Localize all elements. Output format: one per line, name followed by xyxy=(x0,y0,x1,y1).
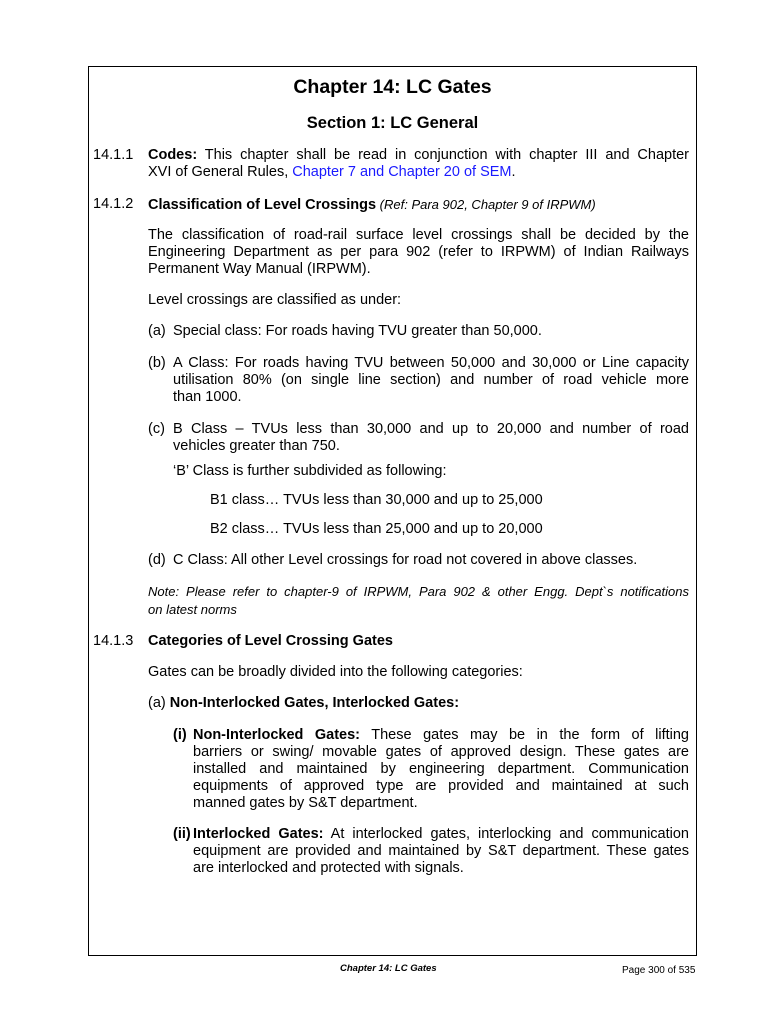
class-item-a-marker: (a) xyxy=(148,323,166,339)
gate-item-a-marker: (a) xyxy=(148,695,166,711)
section-number-14-1-3: 14.1.3 xyxy=(93,633,134,649)
class-item-b-line-3: than 1000. xyxy=(173,389,242,405)
classification-heading xyxy=(148,196,689,214)
interlocked-line-2: equipment are provided and maintained by S&T department. These gates xyxy=(193,843,689,859)
note-line-1: Note: Please refer to chapter-9 of IRPWM, Para 902 & other Engg. Dept`s notifications xyxy=(148,584,689,599)
interlocked-line-1-text: At interlocked gates, interlocking and communication xyxy=(323,826,689,842)
codes-line-1 xyxy=(148,147,689,164)
classification-reference: (Ref: Para 902, Chapter 9 of IRPWM) xyxy=(376,197,596,212)
class-item-c-text xyxy=(173,421,689,455)
non-interlocked-line-1-text: These gates may be in the form of lifting xyxy=(360,727,689,743)
class-item-a-text xyxy=(173,323,689,340)
section-number-14-1-2: 14.1.2 xyxy=(93,196,134,212)
non-interlocked-line-3: installed and maintained by engineering department. Communication xyxy=(193,761,689,777)
chapter-title: Chapter 14: LC Gates xyxy=(293,76,492,98)
class-item-d-marker: (d) xyxy=(148,552,166,568)
non-interlocked-label: Non-Interlocked Gates: xyxy=(193,727,361,743)
gate-sub-i-marker: (i) xyxy=(173,727,187,743)
note-paragraph xyxy=(148,583,689,619)
footer-page-number: Page 300 of 535 xyxy=(622,965,696,976)
codes-line-1-text: This chapter shall be read in conjunction with chapter III and Chapter xyxy=(197,147,689,163)
non-interlocked-line-2: barriers or swing/ movable gates of approved design. These gates are xyxy=(193,744,689,760)
codes-label: Codes: xyxy=(148,147,198,163)
note-line-2: on latest norms xyxy=(148,602,237,617)
interlocked-line-1 xyxy=(193,826,689,843)
class-item-c-line-1: B Class – TVUs less than 30,000 and up to 20,000 and number of road xyxy=(173,421,689,437)
b-class-subdivision-text: ‘B’ Class is further subdivided as following: xyxy=(173,463,447,479)
interlocked-label: Interlocked Gates: xyxy=(193,826,324,842)
codes-line-2-text: XVI of General Rules, xyxy=(148,164,293,180)
classification-paragraph xyxy=(148,227,689,278)
footer-chapter-title: Chapter 14: LC Gates xyxy=(340,963,437,974)
class-item-d-line-1: C Class: All other Level crossings for road not covered in above classes. xyxy=(173,552,638,568)
classification-heading-text: Classification of Level Crossings xyxy=(148,197,377,213)
class-item-b-line-1: A Class: For roads having TVU between 50,000 and 30,000 or Line capacity xyxy=(173,355,689,371)
non-interlocked-gates-paragraph xyxy=(193,727,689,812)
non-interlocked-line-4: equipments of approved type are provided and maintained at such xyxy=(193,778,689,794)
sem-chapter-link[interactable]: Chapter 7 and Chapter 20 of SEM xyxy=(292,164,512,180)
interlocked-gates-paragraph xyxy=(193,826,689,877)
codes-paragraph xyxy=(148,147,689,181)
class-item-c-line-2: vehicles greater than 750. xyxy=(173,438,340,454)
section-number-14-1-1: 14.1.1 xyxy=(93,147,134,163)
class-item-d-text xyxy=(173,552,689,569)
class-item-b-line-2: utilisation 80% (on single line section) and number of road vehicle more xyxy=(173,372,689,388)
non-interlocked-line-5: manned gates by S&T department. xyxy=(193,795,418,811)
class-item-c-marker: (c) xyxy=(148,421,165,437)
codes-line-2 xyxy=(148,164,689,181)
gate-item-a xyxy=(148,695,689,712)
classification-line-1: The classification of road-rail surface level crossings shall be decided by the xyxy=(148,227,689,243)
non-interlocked-line-1 xyxy=(193,727,689,744)
classification-line-3: Permanent Way Manual (IRPWM). xyxy=(148,261,371,277)
gate-item-a-label: Non-Interlocked Gates, Interlocked Gates: xyxy=(169,695,460,711)
interlocked-line-3: are interlocked and protected with signals. xyxy=(193,860,464,876)
b1-class-text: B1 class… TVUs less than 30,000 and up to 25,000 xyxy=(210,492,543,508)
class-item-b-marker: (b) xyxy=(148,355,166,371)
gate-sub-ii-marker: (ii) xyxy=(173,826,191,842)
section-title: Section 1: LC General xyxy=(306,114,479,132)
classification-line-2: Engineering Department as per para 902 (refer to IRPWM) of Indian Railways xyxy=(148,244,689,260)
class-item-a-line-1: Special class: For roads having TVU greater than 50,000. xyxy=(173,323,542,339)
gate-categories-heading: Categories of Level Crossing Gates xyxy=(148,633,393,649)
gate-categories-intro: Gates can be broadly divided into the following categories: xyxy=(148,664,523,680)
codes-line-2-end: . xyxy=(511,164,516,180)
classified-under-text: Level crossings are classified as under: xyxy=(148,292,402,308)
class-item-b-text xyxy=(173,355,689,406)
b2-class-text: B2 class… TVUs less than 25,000 and up to 20,000 xyxy=(210,521,543,537)
